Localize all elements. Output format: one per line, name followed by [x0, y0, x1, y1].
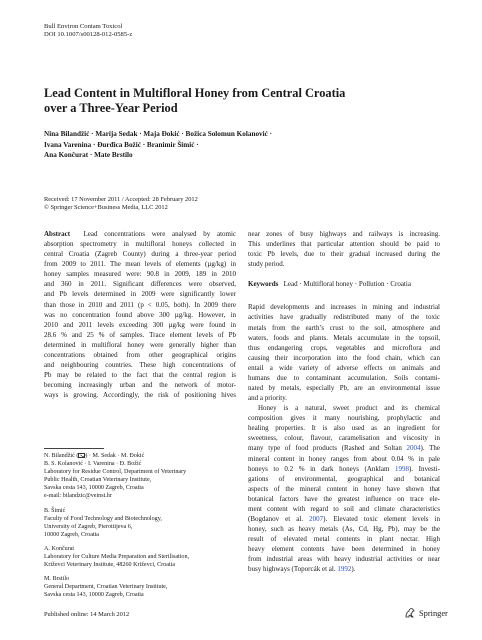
keywords-label: Keywords — [248, 280, 279, 289]
affiliation-block: N. Bilandžić ( ) · M. Sedak · M. Đokić B. S. Kolanović · I. Varenina · Đ. Božić Laboratory for Residue Control, Department of Veterinary Public Health, Croatian Veterinary Institute, Savska cesta 143, 10000 Zagreb, Croatia e-mail: bilandzic@veinst.hr — [44, 452, 244, 501]
authors-line-3: Ana Končurat · Mate Brstilo — [44, 151, 133, 159]
body-line: honey, such as heavy metals (As, Cd, Hg, Pb), may be the — [248, 525, 440, 534]
affil-line: Savska cesta 143, 10000 Zagreb, Croatia — [44, 485, 144, 492]
author-list — [44, 129, 444, 161]
affil-line: Public Health, Croatian Veterinary Institute, — [44, 477, 152, 484]
body-line: causing their incorporation into the food chain, which can — [248, 353, 440, 362]
title-line-2: over a Three-Year Period — [44, 101, 178, 115]
citation-link[interactable]: 1992 — [337, 565, 352, 574]
published-online: Published online: 14 March 2012 — [44, 611, 130, 618]
body-line: composition gives it many nourishing, prophylactic and — [248, 414, 440, 423]
abstract-line: absorption spectrometry in multifloral honeys collected in — [44, 240, 236, 249]
authors-line-2: Ivana Varenina · Đurđica Božić · Branimir Šimić · — [44, 140, 199, 149]
journal-name: Bull Environ Contam Toxicol — [44, 23, 123, 30]
affil-author: B. Šimić — [44, 507, 66, 514]
title-line-1: Lead Content in Multifloral Honey from Central Croatia — [44, 86, 346, 100]
affil-line: Faculty of Food Technology and Biotechnology, — [44, 515, 162, 522]
abstract-line: was no concentration found above 300 µg/kg. However, in — [44, 310, 236, 319]
springer-horse-icon — [404, 607, 416, 619]
body-line: many type of food products (Rashed and Soltan 2004). The — [248, 444, 441, 453]
abstract-line: honey samples measured were: 90.8 in 2009, 189 in 2010 — [44, 270, 236, 279]
body-line: humans due to contaminant accumulation. Soils contami- — [248, 373, 440, 382]
article-title — [44, 86, 444, 116]
copyright: © Springer Science+Business Media, LLC 2012 — [44, 204, 168, 211]
body-line: Rapid developments and increases in mining and industrial — [248, 303, 440, 312]
abstract-text: Lead concentrations were analysed by atomic — [83, 230, 237, 238]
abstract-line: 28.6 % and 25 % of samples. Trace element levels of Pb — [44, 330, 236, 339]
abstract-line: becoming increasingly urban and the network of motor- — [44, 381, 236, 390]
affil-line: Savska cesta 143, 10000 Zagreb, Croatia — [44, 592, 144, 599]
abstract-line — [44, 229, 236, 239]
affil-line: Laboratory for Residue Control, Department of Veterinary — [44, 469, 187, 476]
body-line: gations of environmental, geographical and botanical — [248, 474, 440, 483]
affil-author: M. Brstilo — [44, 576, 70, 583]
publisher-logo — [404, 607, 448, 619]
body-line: and a priority. — [248, 394, 288, 403]
abstract-line: toxic Pb levels, due to their gradual increased during the — [248, 250, 440, 259]
abstract-line: ways is growing. Accordingly, the risk of positioning hives — [44, 391, 236, 400]
abstract-line: from 2009 to 2011. The mean levels of elements (µg/kg) in — [44, 260, 236, 269]
abstract-line: study period. — [248, 260, 285, 269]
body-line: entail a wide variety of adverse effects on animals and — [248, 363, 440, 372]
affiliation-block — [44, 575, 244, 599]
affil-email[interactable]: e-mail: bilandzic@veinst.hr — [44, 493, 112, 500]
body-line: thus endangering crops, vegetables and microflora and — [248, 343, 440, 352]
keywords-text: Lead · Multifloral honey · Pollution · Croatia — [283, 280, 411, 289]
body-line: busy highways (Toporcák et al. 1992). — [248, 565, 356, 574]
body-line: nated by metals, especially Pb, are an environmental issue — [248, 384, 440, 393]
body-line: heavy element contents have been determined in honey — [248, 545, 440, 554]
body-line: from industrial areas with heavy industrial activities or near — [248, 555, 440, 564]
journal-header — [44, 23, 132, 39]
abstract-line: 2010 and 2011 levels exceeding 300 µg/kg were found in — [44, 320, 236, 329]
abstract-line: and Pb levels determined in 2009 were significantly lower — [44, 290, 236, 299]
keywords — [248, 279, 440, 289]
body-line: ment content with regard to soil and climate characteristics — [248, 504, 440, 513]
affil-author: N. Bilandžić — [44, 453, 75, 459]
body-line: result of elevated metal contents in plant nectar. High — [248, 535, 440, 544]
affil-line: University of Zagreb, Pierottijeva 6, — [44, 523, 133, 530]
affil-author: A. Končurat — [44, 545, 75, 552]
body-line: Honey is a natural, sweet product and its chemical — [258, 404, 440, 413]
body-line: waters, foods and plants. Metals accumulate in the topsoil, — [248, 333, 440, 342]
authors-line-1: Nina Bilandžić · Marija Sedak · Maja Đokić · Božica Solomun Kolanović · — [44, 130, 273, 138]
abstract-line: and 360 in 2011. Significant differences were observed, — [44, 280, 236, 289]
citation-link[interactable]: 2004 — [406, 444, 421, 453]
abstract-line: than those in 2010 and 2011 (p < 0.05, both). In 2009 there — [44, 300, 236, 309]
citation-link[interactable]: 2007 — [309, 515, 324, 524]
body-line: botanical factors have the greatest influence on trace ele- — [248, 494, 440, 503]
abstract-line: concentrations obtained from other geographical origins — [44, 350, 236, 359]
citation-link[interactable]: 1998 — [394, 464, 409, 473]
abstract-line: Pb may be related to the fact that the central region is — [44, 371, 236, 380]
footnote-rule — [44, 448, 104, 449]
body-column — [248, 229, 440, 575]
abstract-line: near zones of busy highways and railways is increasing. — [248, 230, 440, 238]
affiliations — [44, 452, 244, 606]
envelope-icon — [78, 453, 85, 458]
abstract-line: determined in multifloral honey were generally higher than — [44, 340, 236, 349]
affiliation-block — [44, 507, 244, 539]
abstract-line: and neighbouring countries. These high concentrations of — [44, 361, 236, 370]
journal-doi[interactable]: DOI 10.1007/s00128-012-0585-z — [44, 31, 133, 38]
affil-line: B. S. Kolanović · I. Varenina · Đ. Božić — [44, 461, 142, 468]
received-dates — [44, 196, 198, 212]
affil-line: Križevci Veterinary Institute, 48260 Križevci, Croatia — [44, 562, 176, 569]
body-line: honeys to 0.2 % in dark honeys (Anklam 1998). Investi- — [248, 464, 440, 473]
received-accepted: Received: 17 November 2011 / Accepted: 28 February 2012 — [44, 196, 198, 203]
abstract-label: Abstract — [44, 230, 71, 238]
body-line: activities have gradually redistributed many of the toxic — [248, 313, 440, 322]
affil-line: 10000 Zagreb, Croatia — [44, 531, 99, 538]
abstract-column — [44, 229, 236, 400]
abstract-line: central Croatia (Zagreb County) during a three-year period — [44, 250, 236, 259]
abstract-line: This underlines that particular attention should be paid to — [248, 240, 440, 249]
body-line: sweetness, colour, flavour, caramelisation and viscosity in — [248, 434, 440, 443]
body-line: aspects of the mineral content in honey have shown that — [248, 484, 440, 493]
affiliation-block — [44, 545, 244, 569]
body-line: healing properties. It is also used as an ingredient for — [248, 424, 440, 433]
affil-line: General Department, Croatian Veterinary Institute, — [44, 584, 168, 591]
publisher-name: Springer — [419, 608, 448, 618]
body-line: metals from the earth’s crust to the soil, atmosphere and — [248, 323, 440, 332]
affil-line: Laboratory for Culture Media Preparation and Sterilisation, — [44, 554, 190, 561]
body-line: (Bogdanov et al. 2007). Elevated toxic element levels in — [248, 515, 440, 524]
body-line: mineral content in honey ranges from about 0.04 % in pale — [248, 454, 440, 463]
